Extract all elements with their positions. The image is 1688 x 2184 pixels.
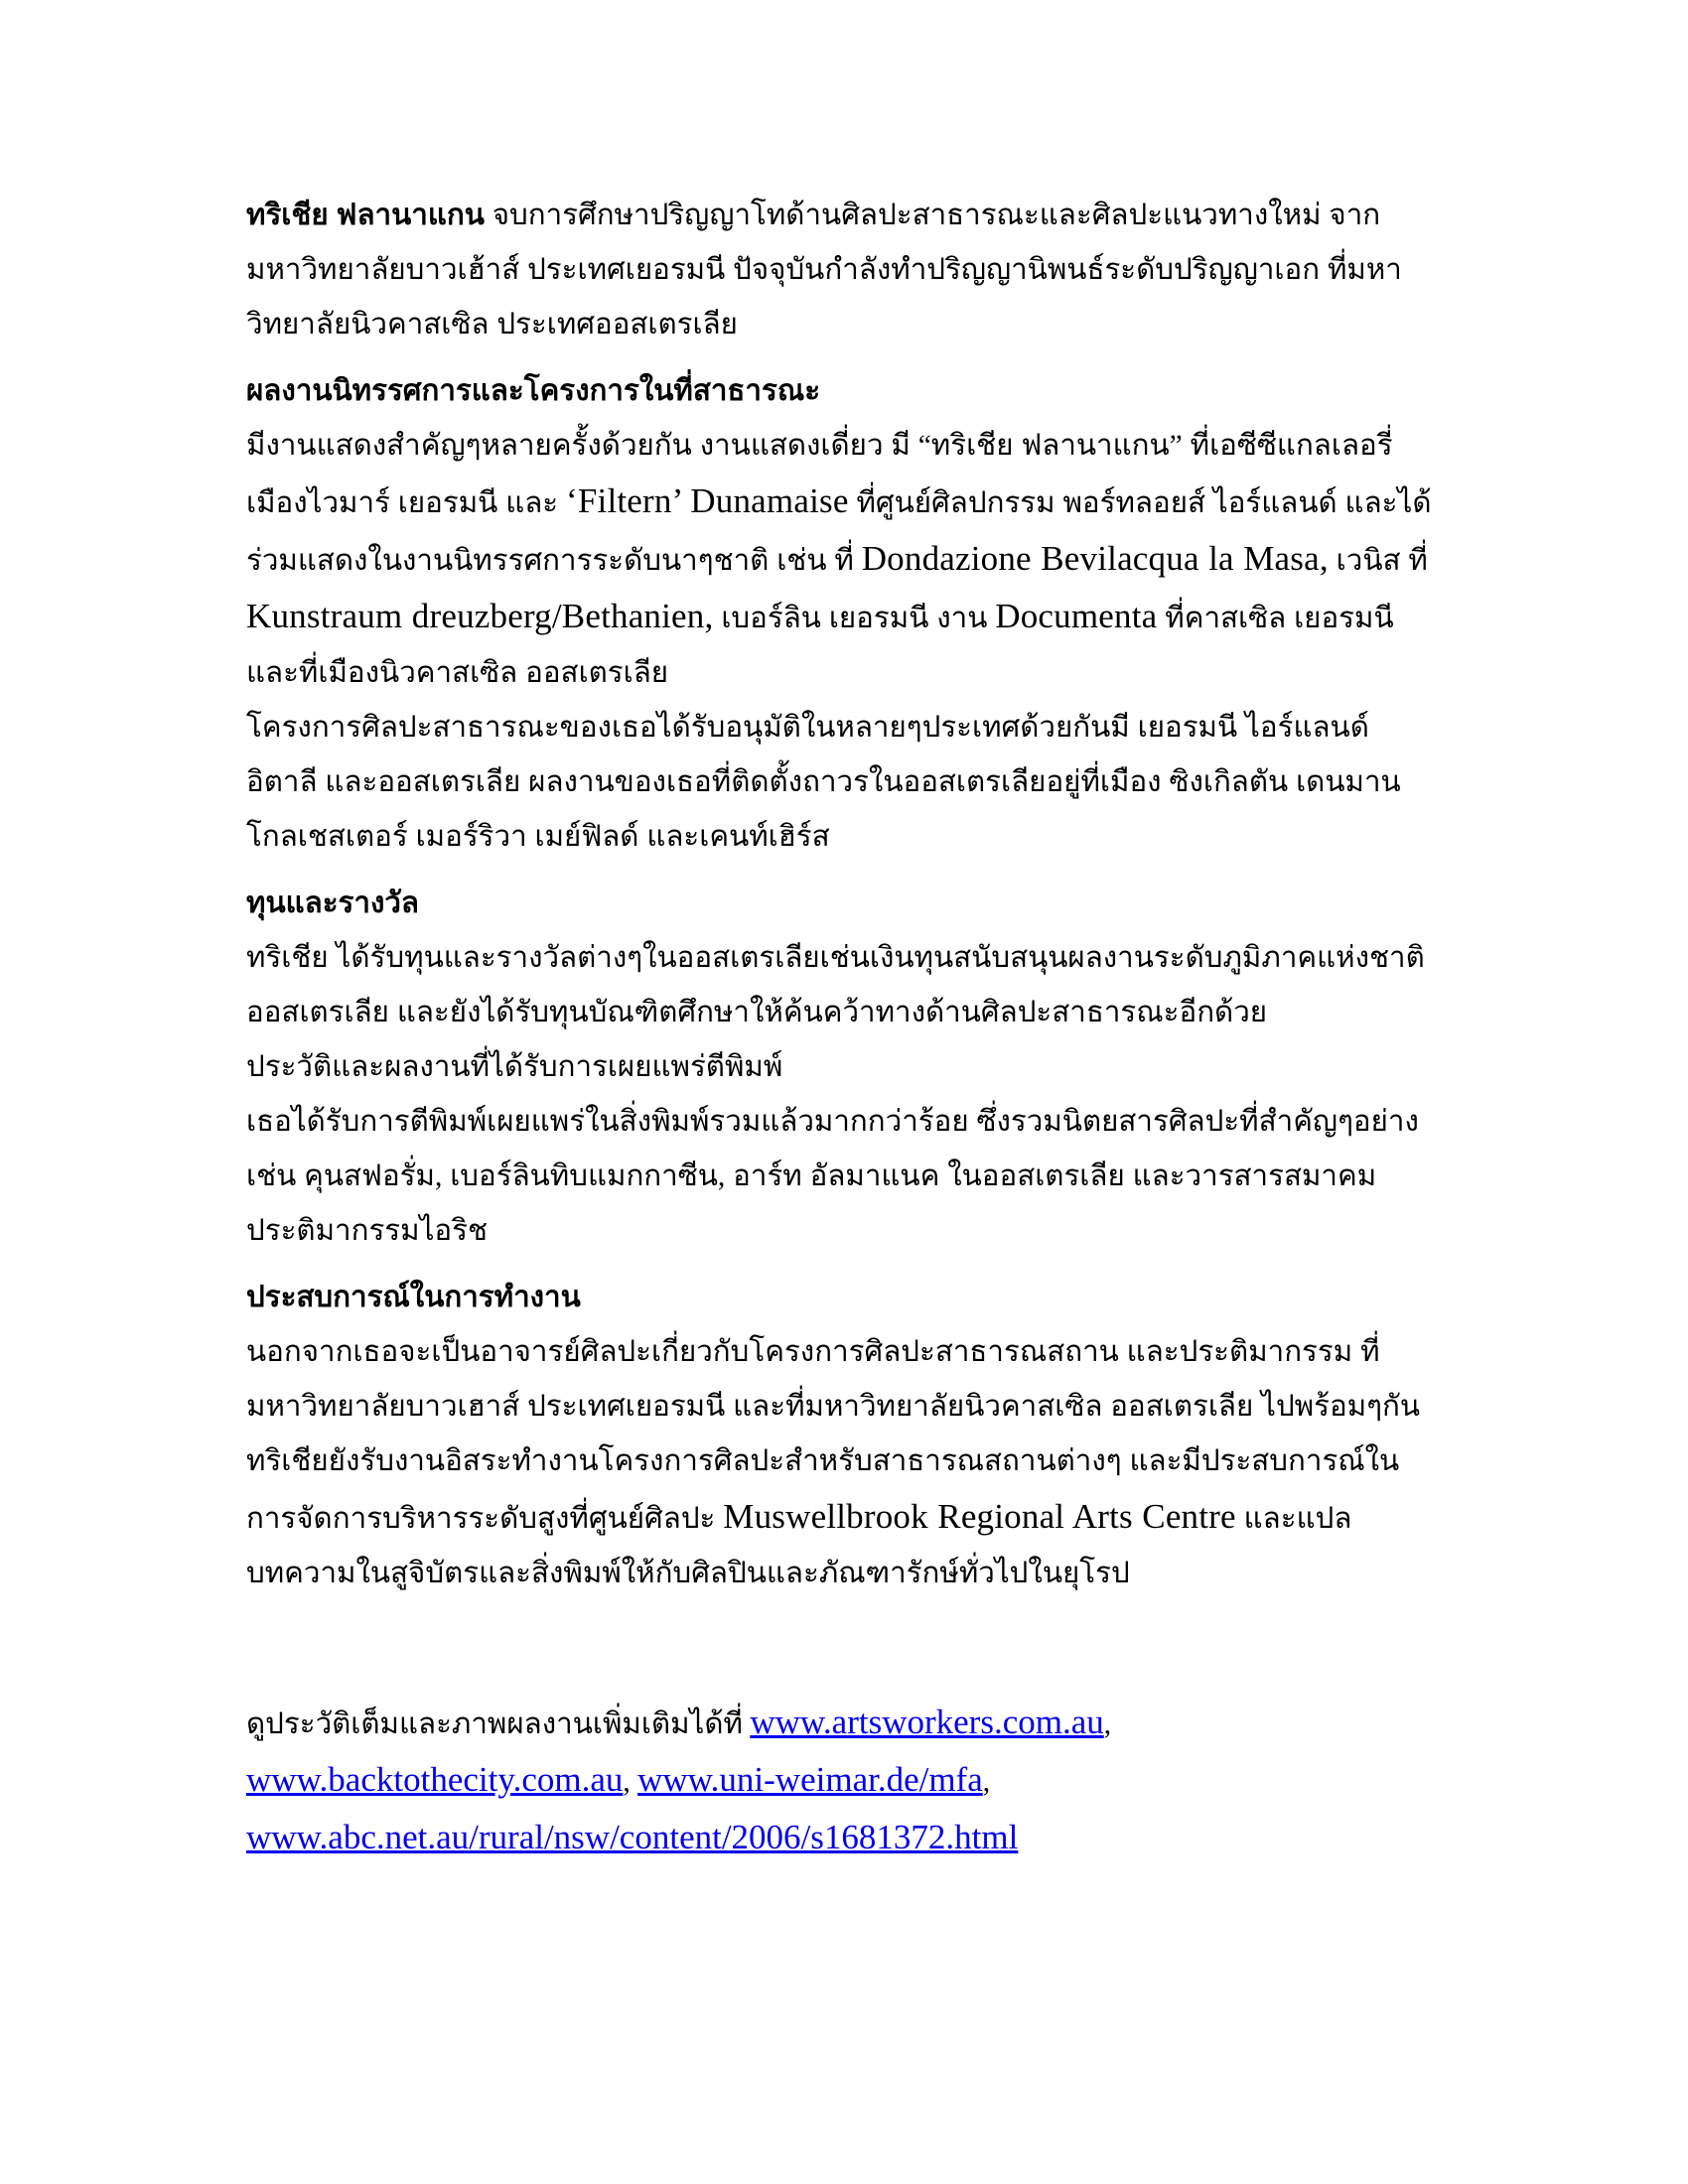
spacer xyxy=(246,1259,1433,1271)
footer-lead-text: ดูประวัติเต็มและภาพผลงานเพิ่มเติมได้ที่ xyxy=(246,1707,751,1740)
spacer xyxy=(246,352,1433,364)
exhibitions-paragraph-2: โครงการศิลปะสาธารณะของเธอได้รับอนุมัติในหลายๆประเทศด้วยกันมี เยอรมนี ไอร์แลนด์ อิตาลี และออสเตรเลีย ผลงานของเธอที่ติดตั้งถาวรในออสเตรเลียอยู่ที่เมือง ซิงเกิลตัน เดนมาน โกลเชสเตอร์ เมอร์ริวา เมย์ฟิลด์ และเคนท์เฮิร์ส xyxy=(246,712,1401,853)
subject-name: ทริเชีย ฟลานาแกน xyxy=(246,200,485,231)
run-latin-muswellbrook: Muswellbrook Regional Arts Centre xyxy=(723,1497,1236,1536)
run-thai-5: ที่คาสเซิล เยอรมนี และที่เมืองนิวคาสเซิล ออสเตรเลีย xyxy=(246,603,1394,689)
link-backtothecity[interactable]: www.backtothecity.com.au xyxy=(246,1759,624,1799)
run-thai-4: เบอร์ลิน เยอรมนี งาน xyxy=(713,603,996,634)
run-latin-dondazione: Dondazione Bevilacqua la Masa, xyxy=(861,539,1329,578)
run-thai-6: นอกจากเธอจะเป็นอาจารย์ศิลปะเกี่ยวกับโครงการศิลปะสาธารณสถาน และประติมากรรม ที่มหาวิทยาลัยบาวเฮาส์ ประเทศเยอรมนี และที่มหาวิทยาลัยนิวคาสเซิล ออสเตรเลีย ไปพร้อมๆกัน ทริเชียยังรับงานอิสระทำงานโครงการศิลปะสำหรับสาธารณสถานต่างๆ และมีประสบการณ์ในการจัดการบริหารระดับสูงที่ศูนย์ศิลปะ xyxy=(246,1336,1421,1535)
exhibitions-paragraph-1 xyxy=(246,419,1433,701)
spacer xyxy=(246,1601,1433,1665)
link-separator: , xyxy=(623,1765,631,1798)
footer-links-paragraph xyxy=(246,1695,1433,1867)
run-latin-documenta: Documenta xyxy=(995,597,1158,635)
link-separator: , xyxy=(982,1765,991,1798)
publications-paragraph-1: เธอได้รับการตีพิมพ์เผยแพร่ในสิ่งพิมพ์รวมแล้วมากกว่าร้อย ซึ่งรวมนิตยสารศิลปะที่สำคัญๆอย่างเช่น คุนสฟอรั่ม, เบอร์ลินทิบแมกกาซีน, อาร์ท อัลมาแนค ในออสเตรเลีย และวารสารสมาคมประติมากรรมไอริช xyxy=(246,1106,1419,1247)
heading-grants-awards: ทุนและรางวัล xyxy=(246,887,420,919)
link-artsworkers[interactable]: www.artsworkers.com.au xyxy=(750,1702,1104,1741)
work-paragraph-1 xyxy=(246,1325,1433,1601)
run-latin-kunstraum: Kunstraum dreuzberg/Bethanien, xyxy=(246,597,714,635)
intro-paragraph xyxy=(246,189,1433,352)
run-thai-7: และแปลบทความในสูจิบัตรและสิ่งพิมพ์ให้กับศิลปินและภัณฑารักษ์ทั่วไปในยุโรป xyxy=(246,1503,1352,1589)
run-thai-1: มีงานแสดงสำคัญๆหลายครั้งด้วยกัน งานแสดงเดี่ยว มี “ทริเชีย ฟลานาแกน” ที่เอซีซีแกลเลอรี่ เมืองไวมาร์ เยอรมนี และ xyxy=(246,430,1393,519)
link-uni-weimar[interactable]: www.uni-weimar.de/mfa xyxy=(637,1759,983,1799)
heading-exhibitions: ผลงานนิทรรศการและโครงการในที่สาธารณะ xyxy=(246,375,821,407)
heading-work-experience: ประสบการณ์ในการทำงาน xyxy=(246,1282,581,1313)
grants-paragraph-1: ทริเชีย ได้รับทุนและรางวัลต่างๆในออสเตรเลียเช่นเงินทุนสนับสนุนผลงานระดับภูมิภาคแห่งชาติ ออสเตรเลีย และยังได้รับทุนบัณฑิตศึกษาให้ค้นคว้าทางด้านศิลปะสาธารณะอีกด้วย xyxy=(246,942,1425,1028)
link-abc-net-au[interactable]: www.abc.net.au/rural/nsw/content/2006/s1681372.html xyxy=(246,1817,1019,1856)
link-separator: , xyxy=(1103,1707,1112,1740)
run-thai-3: เวนิส ที่ xyxy=(1328,545,1428,577)
intro-text: จบการศึกษาปริญญาโทด้านศิลปะสาธารณะและศิลปะแนวทางใหม่ จากมหาวิทยาลัยบาวเฮ้าส์ ประเทศเยอรมนี ปัจจุบันกำลังทำปริญญานิพนธ์ระดับปริญญาเอก ที่มหาวิทยาลัยนิวคาสเซิล ประเทศออสเตรเลีย xyxy=(246,200,1402,341)
run-latin-filtern: ‘Filtern’ Dunamaise xyxy=(566,481,849,520)
document-body xyxy=(246,189,1433,1896)
run-thai-2: ที่ศูนย์ศิลปกรรม พอร์ทลอยส์ ไอร์แลนด์ และได้ร่วมแสดงในงานนิทรรศการระดับนาๆชาติ เช่น ที่ xyxy=(246,487,1432,577)
spacer xyxy=(246,865,1433,877)
heading-publications: ประวัติและผลงานที่ได้รับการเผยแพร่ตีพิมพ์ xyxy=(246,1051,783,1083)
